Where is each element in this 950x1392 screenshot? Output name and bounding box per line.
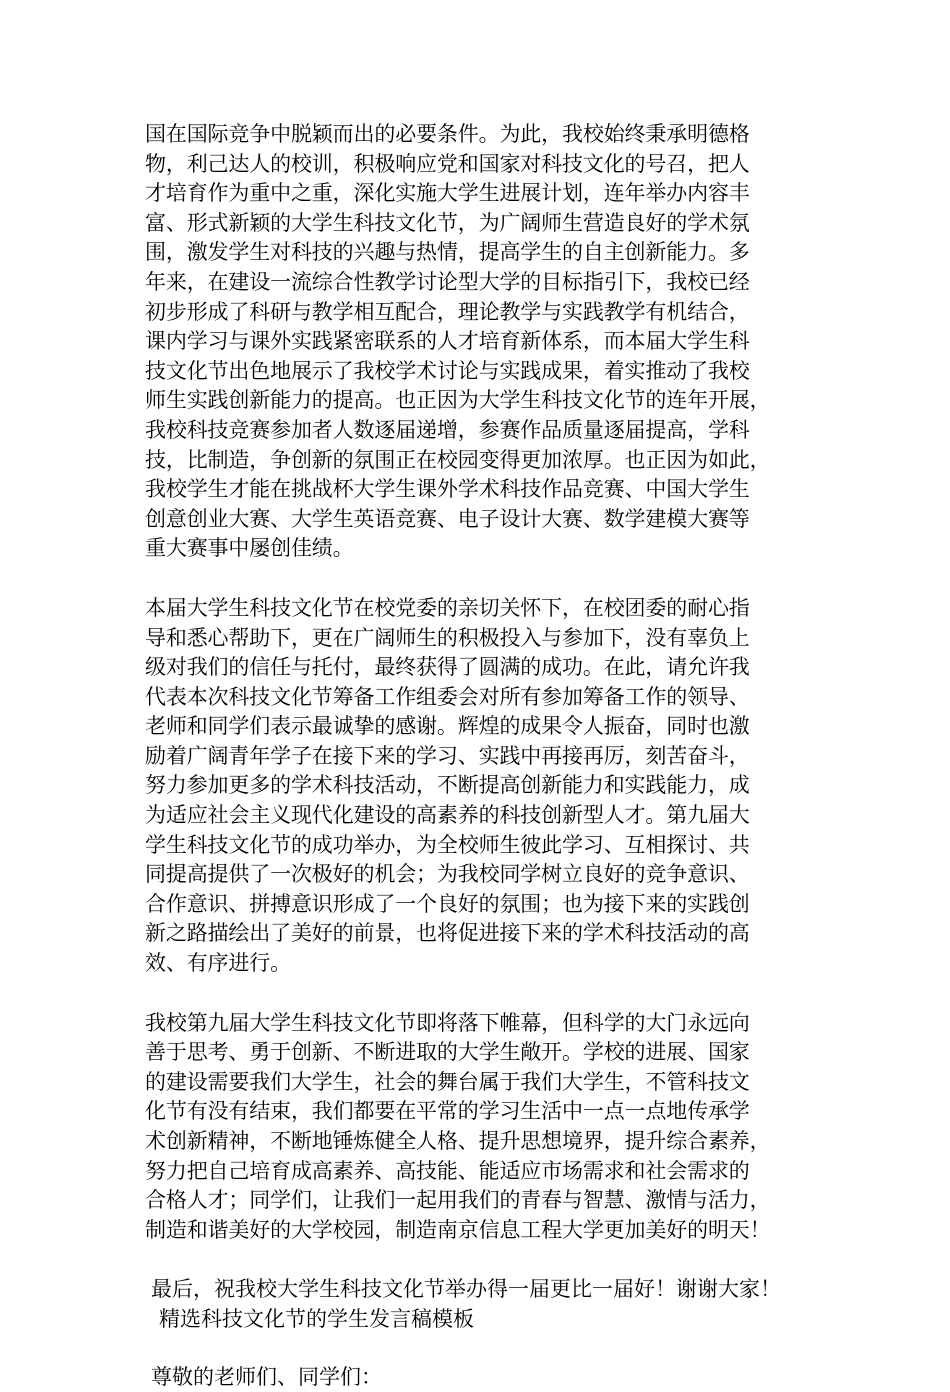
paragraph-spacer <box>145 564 825 594</box>
next-document-title: 精选科技文化节的学生发言稿模板 <box>159 1306 474 1331</box>
body-paragraph-3: 我校第九届大学生科技文化节即将落下帷幕，但科学的大门永远向 善于思考、勇于创新、不断进取的大学生敞开。学校的进展、国家 的建设需要我们大学生，社会的舞台属于我们大学生，不管科技文 化节有没有结束，我们都要在平常的学习生活中一点一点地传承学 术创新精神，不断地锤炼健全人格、提升思想境界，提升综合素养， 努力把自己培育成高素养、高技能、能适应市场需求和社会需求的 合格人才；同学们，让我们一起用我们的青春与智慧、激情与活力， 制造和谐美好的大学校园，制造南京信息工程大学更加美好的明天！ <box>145 1010 771 1242</box>
paragraph-spacer <box>145 1335 825 1363</box>
salutation: 尊敬的老师们、同学们： <box>151 1364 382 1389</box>
body-paragraph-1: 国在国际竞争中脱颖而出的必要条件。为此，我校始终秉承明德格 物，利己达人的校训，积极响应党和国家对科技文化的号召，把人 才培育作为重中之重，深化实施大学生进展计划，连年举办内容丰 富、形式新颖的大学生科技文化节，为广阔师生营造良好的学术氛 围，激发学生对科技的兴趣与热情，提高学生的自主创新能力。多 年来，在建设一流综合性教学讨论型大学的目标指引下，我校已经 初步形成了科研与教学相互配合，理论教学与实践教学有机结合， 课内学习与课外实践紧密联系的人才培育新体系，而本届大学生科 技文化节出色地展示了我校学术讨论与实践成果，着实推动了我校 师生实践创新能力的提高。也正因为大学生科技文化节的连年开展， 我校科技竞赛参加者人数逐届递增，参赛作品质量逐届提高，学科 技，比制造，争创新的氛围正在校园变得更加浓厚。也正因为如此， 我校学生才能在挑战杯大学生课外学术科技作品竞赛、中国大学生 创意创业大赛、大学生英语竞赛、电子设计大赛、数学建模大赛等 重大赛事中屡创佳绩。 <box>145 122 771 561</box>
closing-line: 最后，祝我校大学生科技文化节举办得一届更比一届好！谢谢大家！ <box>151 1277 781 1302</box>
paragraph-spacer <box>145 979 825 1009</box>
paragraph-spacer <box>145 1245 825 1275</box>
document-page <box>145 120 825 1392</box>
body-paragraph-2: 本届大学生科技文化节在校党委的亲切关怀下，在校团委的耐心指 导和悉心帮助下，更在广阔师生的积极投入与参加下，没有辜负上 级对我们的信任与托付，最终获得了圆满的成功。在此，请允许我 代表本次科技文化节筹备工作组委会对所有参加筹备工作的领导、 老师和同学们表示最诚挚的感谢。辉煌的成果令人振奋，同时也激 励着广阔青年学子在接下来的学习、实践中再接再厉，刻苦奋斗， 努力参加更多的学术科技活动，不断提高创新能力和实践能力，成 为适应社会主义现代化建设的高素养的科技创新型人才。第九届大 学生科技文化节的成功举办，为全校师生彼此学习、互相探讨、共 同提高提供了一次极好的机会；为我校同学树立良好的竞争意识、 合作意识、拼搏意识形成了一个良好的氛围；也为接下来的实践创 新之路描绘出了美好的前景，也将促进接下来的学术科技活动的高 效、有序进行。 <box>145 595 750 976</box>
